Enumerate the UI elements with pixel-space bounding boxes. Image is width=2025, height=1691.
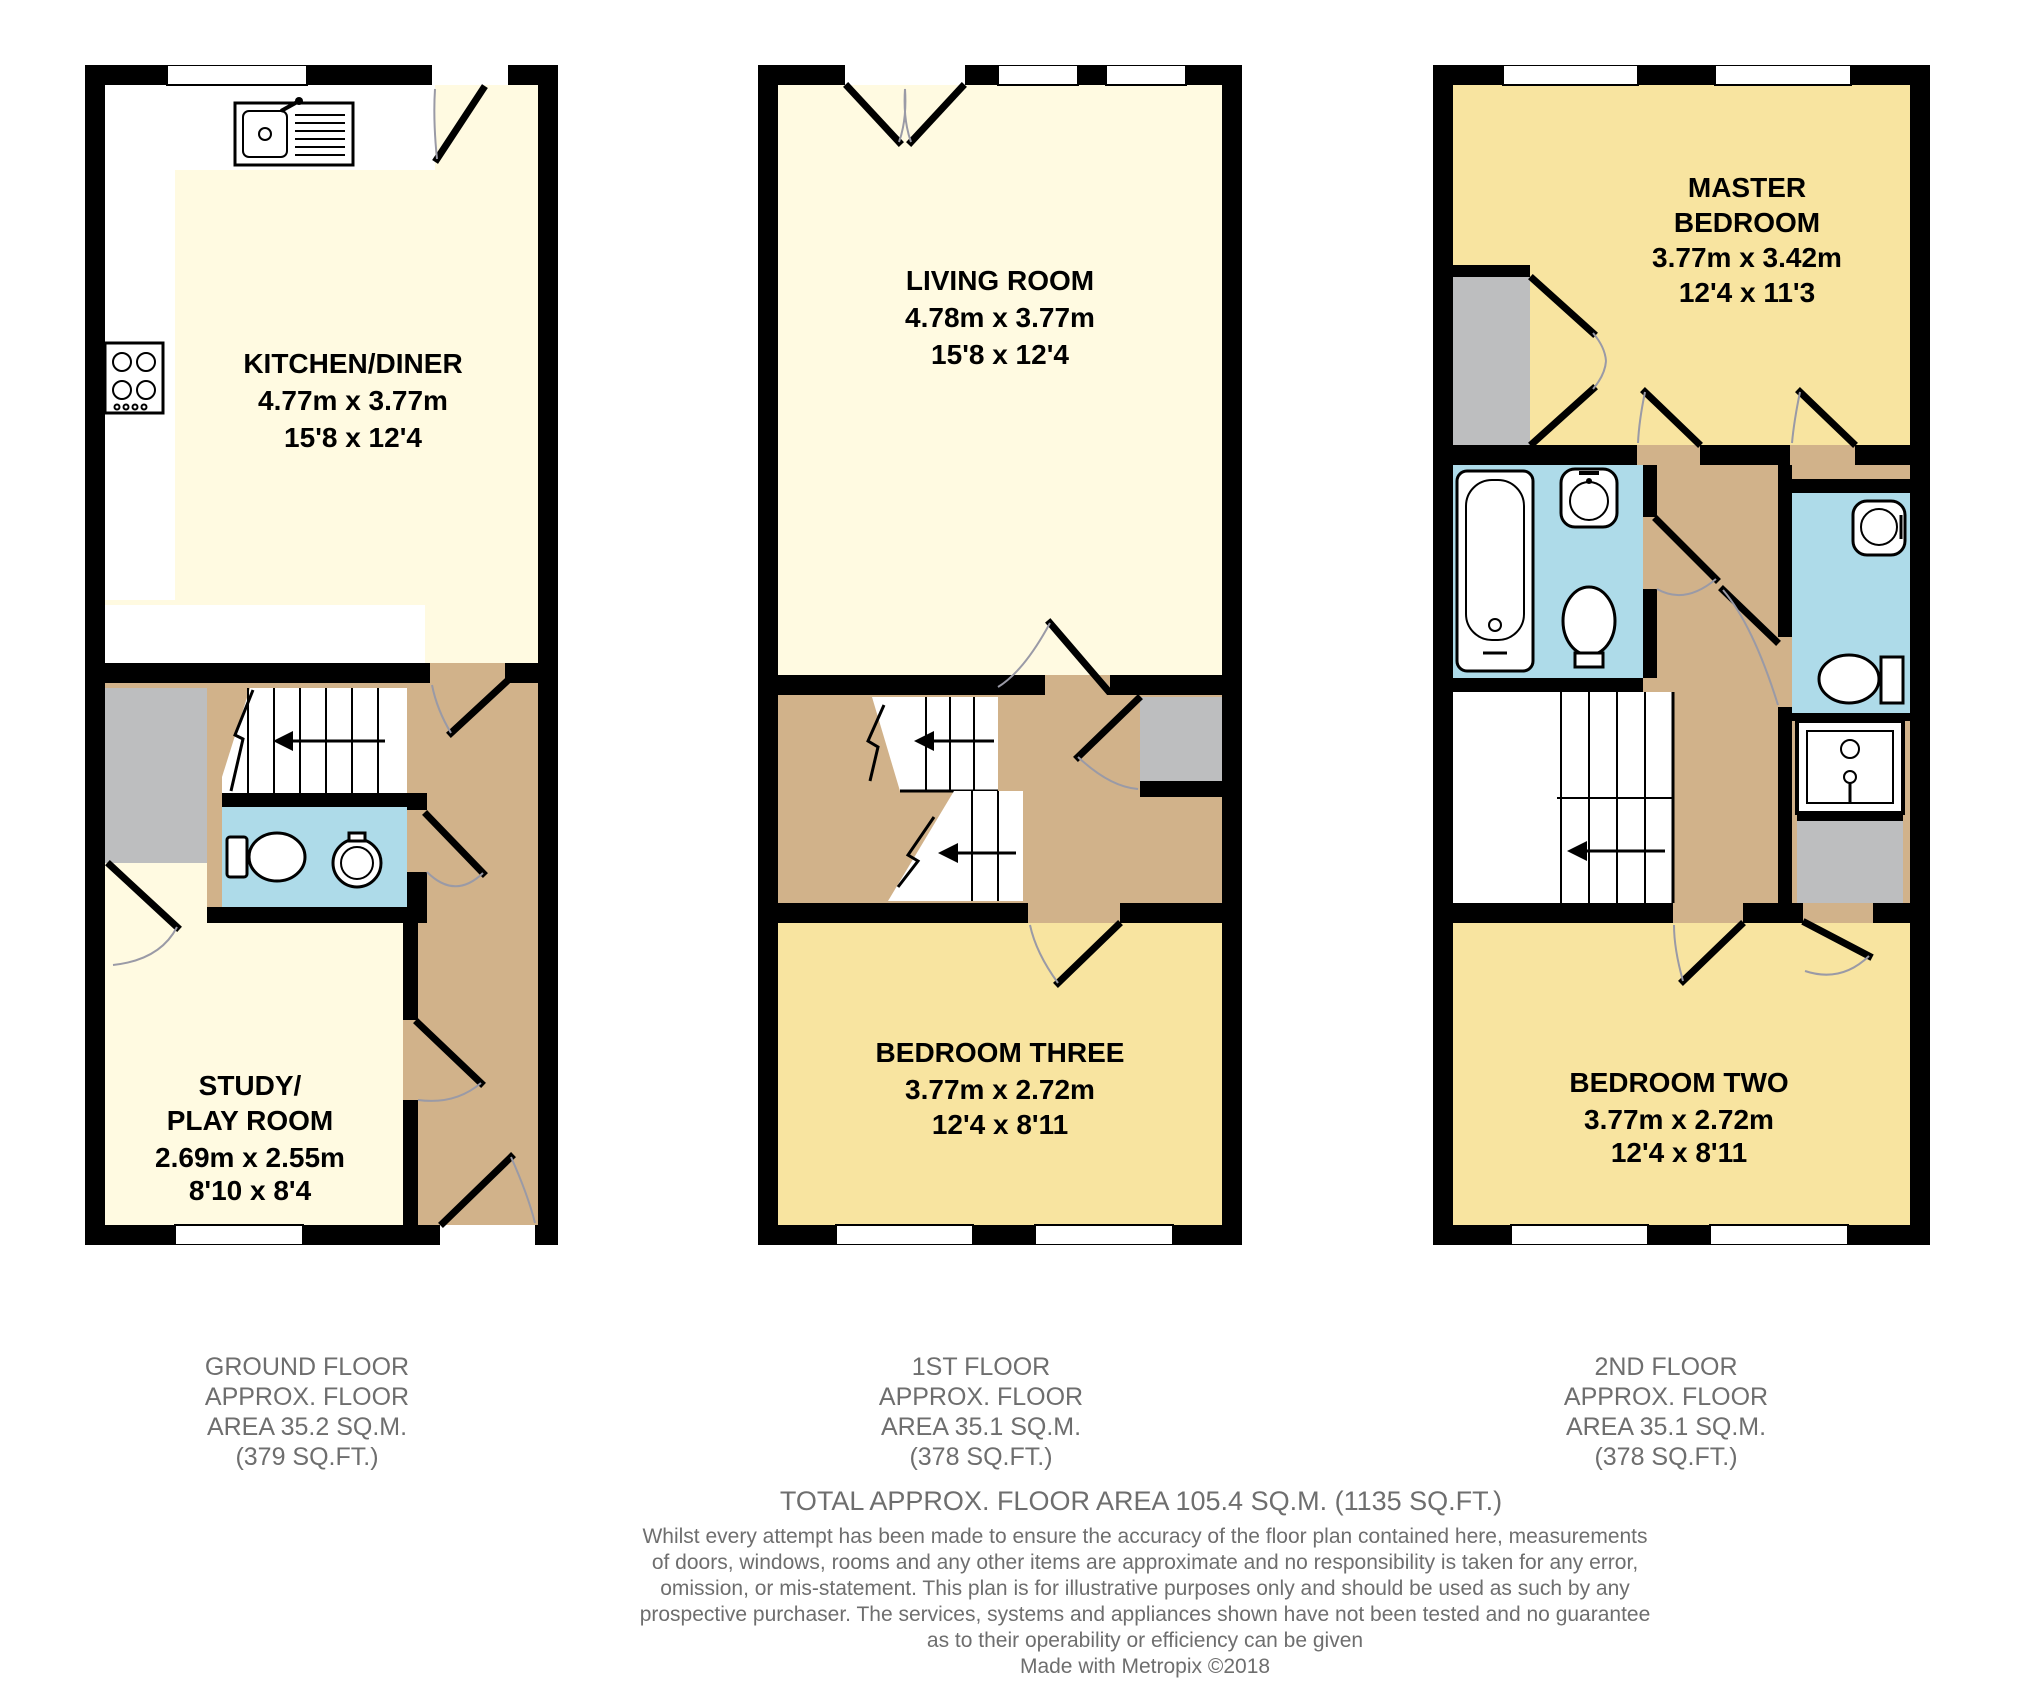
- bath-icon: [1457, 471, 1533, 671]
- svg-text:BEDROOM: BEDROOM: [1673, 207, 1821, 238]
- first-floor-caption: 1ST FLOOR APPROX. FLOOR AREA 35.1 SQ.M. (378 SQ.FT.): [878, 1353, 1084, 1471]
- rear-door-opening: [432, 65, 508, 85]
- master-door-opening-2: [1790, 445, 1855, 465]
- total-floor-area: TOTAL APPROX. FLOOR AREA 105.4 SQ.M. (1135 SQ.FT.): [779, 1486, 1503, 1516]
- toilet-icon: [227, 833, 305, 881]
- ground-floor-caption: GROUND FLOOR APPROX. FLOOR AREA 35.2 SQ.M. (379 SQ.FT.): [204, 1353, 410, 1471]
- bedroom-two-window-2: [1710, 1225, 1848, 1245]
- svg-text:BEDROOM THREE: BEDROOM THREE: [875, 1037, 1125, 1068]
- svg-text:4.77m x 3.77m: 4.77m x 3.77m: [258, 385, 448, 416]
- svg-text:3.77m x 2.72m: 3.77m x 2.72m: [905, 1074, 1095, 1105]
- svg-text:2.69m x 2.55m: 2.69m x 2.55m: [155, 1142, 345, 1173]
- ground-stairs: [222, 688, 407, 793]
- master-bedroom-window-1: [1503, 65, 1638, 85]
- svg-text:PLAY ROOM: PLAY ROOM: [166, 1105, 334, 1136]
- master-bedroom-floor: [1453, 85, 1910, 265]
- hob-icon: [105, 343, 163, 413]
- sink-icon: [235, 97, 353, 165]
- living-room-window-2: [1106, 65, 1186, 85]
- disclaimer: Whilst every attempt has been made to ensure the accuracy of the floor plan contained here, measurements of doors, windows, rooms and any other items are approximate and no responsibility is taken for any error, omission, or mis-statement. This plan is for illustrative purposes only and should be used as such by any prospective purchaser. The services, systems and appliances shown have not been tested and no guarantee as to their operability or efficiency can be given Made with Metropix ©2018: [445, 1524, 1845, 1680]
- master-wardrobe: [1453, 277, 1530, 445]
- airing-cupboard: [1797, 821, 1903, 903]
- bedroom-two-window-1: [1511, 1225, 1648, 1245]
- first-floor-plan: [758, 65, 1242, 1245]
- bedroom-three-window-2: [1035, 1225, 1173, 1245]
- shower-icon: [1797, 721, 1903, 813]
- ensuite-door-opening: [1778, 637, 1792, 707]
- svg-text:KITCHEN/DINER: KITCHEN/DINER: [243, 348, 463, 379]
- svg-text:LIVING ROOM: LIVING ROOM: [905, 265, 1095, 296]
- svg-text:3.77m x 3.42m: 3.77m x 3.42m: [1652, 242, 1842, 273]
- basin-icon: [1561, 469, 1617, 527]
- svg-text:STUDY/: STUDY/: [198, 1070, 302, 1101]
- second-floor-stairs: [1453, 692, 1673, 903]
- living-room-floor: [778, 85, 1222, 675]
- svg-text:8'10 x 8'4: 8'10 x 8'4: [188, 1175, 312, 1206]
- kitchen-counter-bottom: [105, 605, 425, 663]
- cupboard-door-opening: [1803, 903, 1873, 923]
- bedroom-two-door-opening: [1673, 903, 1743, 923]
- kitchen-window: [167, 65, 307, 85]
- basin-icon: [1853, 501, 1905, 555]
- ground-cupboard: [105, 688, 207, 863]
- study-door-opening: [403, 1020, 418, 1100]
- metropix-credit: Made with Metropix ©2018: [1019, 1655, 1271, 1678]
- master-door-opening-1: [1637, 445, 1700, 465]
- svg-text:MASTER: MASTER: [1687, 172, 1807, 203]
- balcony-door-opening: [845, 65, 965, 85]
- svg-text:15'8 x 12'4: 15'8 x 12'4: [284, 422, 422, 453]
- svg-text:12'4 x 11'3: 12'4 x 11'3: [1678, 277, 1816, 308]
- bedroom-three-window-1: [836, 1225, 973, 1245]
- svg-text:BEDROOM TWO: BEDROOM TWO: [1569, 1067, 1789, 1098]
- study-window: [175, 1225, 303, 1245]
- ground-floor-plan: [85, 65, 558, 1245]
- second-floor-plan: [1433, 65, 1930, 1245]
- bedroom-three-door-opening: [1028, 903, 1120, 923]
- svg-text:3.77m x 2.72m: 3.77m x 2.72m: [1584, 1104, 1774, 1135]
- front-door-opening: [440, 1225, 535, 1245]
- bathroom-door-opening: [1643, 517, 1657, 589]
- svg-text:12'4 x 8'11: 12'4 x 8'11: [931, 1109, 1069, 1140]
- living-room-window-1: [998, 65, 1078, 85]
- svg-text:15'8 x 12'4: 15'8 x 12'4: [931, 339, 1069, 370]
- kitchen-door-opening: [430, 663, 505, 683]
- master-bedroom-window-2: [1715, 65, 1851, 85]
- landing-cupboard: [1140, 697, 1222, 781]
- svg-text:12'4 x 8'11: 12'4 x 8'11: [1610, 1137, 1748, 1168]
- second-floor-caption: 2ND FLOOR APPROX. FLOOR AREA 35.1 SQ.M. (378 SQ.FT.): [1563, 1353, 1769, 1471]
- living-room-label: [905, 265, 1095, 370]
- svg-text:4.78m x 3.77m: 4.78m x 3.77m: [905, 302, 1095, 333]
- toilet-icon: [1819, 655, 1903, 703]
- wc-door-opening: [407, 810, 427, 872]
